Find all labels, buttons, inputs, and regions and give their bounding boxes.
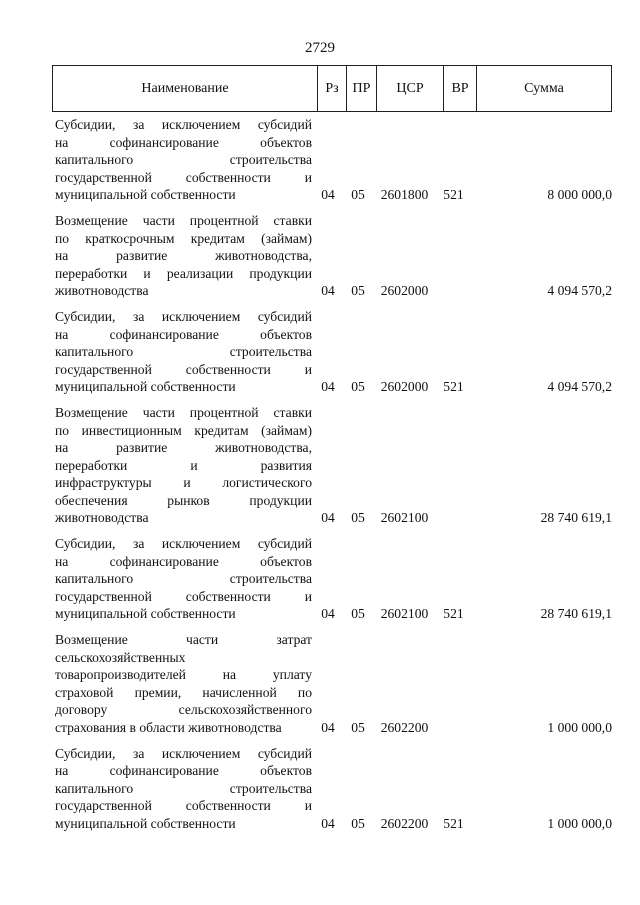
row-name-line: капитального строительства	[55, 152, 312, 168]
row-name-line: на развитие животноводства,	[55, 248, 312, 264]
row-rz: 04	[321, 720, 335, 735]
row-pr: 05	[351, 283, 365, 299]
row-csr: 2602200	[380, 720, 429, 735]
row-name-line: Возмещение части процентной ставки	[55, 212, 312, 228]
table-row	[55, 308, 612, 396]
row-name-line: капитального строительства	[55, 344, 312, 360]
row-name-line: капитального строительства	[55, 571, 312, 587]
row-name-line: государственной собственности и	[55, 798, 312, 814]
table-row	[55, 404, 612, 527]
row-rz: 04	[321, 815, 335, 831]
row-pr: 05	[351, 379, 365, 395]
row-sum: 28 740 619,1	[540, 510, 612, 526]
row-sum: 1 000 000,0	[547, 720, 612, 735]
row-name-line: государственной собственности и	[55, 588, 312, 604]
row-rz: 04	[321, 283, 335, 299]
row-name-line: переработки и развития	[55, 457, 312, 473]
row-csr: 2602000	[380, 379, 429, 395]
row-name-line: на развитие животноводства,	[55, 440, 312, 456]
header-pr: ПР	[346, 66, 376, 111]
row-name	[55, 535, 312, 623]
header-sum: Сумма	[476, 66, 612, 111]
row-name-line: Возмещение части процентной ставки	[55, 404, 312, 420]
row-name-line: муниципальной собственности	[55, 606, 236, 622]
row-name-line: на софинансирование объектов	[55, 326, 312, 342]
row-name-line: по краткосрочным кредитам (займам)	[55, 230, 312, 246]
row-name-line: товаропроизводителей на уплату	[55, 667, 312, 683]
row-name	[55, 308, 312, 396]
row-name-line: государственной собственности и	[55, 361, 312, 377]
row-pr: 05	[351, 720, 365, 735]
row-name-line: государственной собственности и	[55, 169, 312, 185]
row-name-line: Субсидии, за исключением субсидий	[55, 308, 312, 324]
table-row	[55, 631, 612, 737]
row-name	[55, 404, 312, 527]
page-number: 2729	[305, 40, 335, 56]
row-name	[55, 631, 312, 737]
row-name-line: муниципальной собственности	[55, 187, 236, 203]
row-sum: 4 094 570,2	[547, 283, 612, 299]
row-name-line: инфраструктуры и логистического	[55, 475, 312, 491]
row-vr: 521	[443, 606, 464, 622]
row-name-line: договору сельскохозяйственного	[55, 702, 312, 718]
row-name-line: животноводства	[55, 283, 149, 299]
table-row	[55, 116, 612, 204]
row-name-line: обеспечения рынков продукции	[55, 492, 312, 508]
table-header	[52, 65, 612, 112]
row-csr: 2601800	[380, 187, 429, 203]
row-pr: 05	[351, 606, 365, 622]
row-name-line: переработки и реализации продукции	[55, 265, 312, 281]
row-rz: 04	[321, 187, 335, 203]
row-pr: 05	[351, 187, 365, 203]
table-row	[55, 745, 612, 833]
header-name: Наименование	[52, 66, 317, 111]
row-name-line: капитального строительства	[55, 780, 312, 796]
row-pr: 05	[351, 815, 365, 831]
row-name	[55, 745, 312, 833]
row-name-line: на софинансирование объектов	[55, 134, 312, 150]
row-name-line: муниципальной собственности	[55, 379, 236, 395]
row-name-line: на софинансирование объектов	[55, 763, 312, 779]
row-name-line: животноводства	[55, 510, 149, 526]
row-sum: 4 094 570,2	[547, 379, 612, 395]
row-name	[55, 212, 312, 300]
row-csr: 2602100	[380, 510, 429, 526]
row-pr: 05	[351, 510, 365, 526]
row-sum: 8 000 000,0	[547, 187, 612, 203]
row-name-line: Субсидии, за исключением субсидий	[55, 536, 312, 552]
row-csr: 2602100	[380, 606, 429, 622]
row-rz: 04	[321, 510, 335, 526]
row-vr: 521	[443, 379, 464, 395]
row-name-line: Субсидии, за исключением субсидий	[55, 117, 312, 132]
row-name-line: страхования в области животноводства	[55, 720, 282, 735]
row-vr: 521	[443, 187, 464, 203]
row-name-line: Возмещение части затрат	[55, 632, 312, 648]
row-csr: 2602000	[380, 283, 429, 299]
row-name-line: Субсидии, за исключением субсидий	[55, 745, 312, 761]
header-vr: ВР	[443, 66, 476, 111]
row-rz: 04	[321, 606, 335, 622]
table-body	[55, 116, 612, 841]
row-sum: 1 000 000,0	[547, 815, 612, 831]
row-name-line: страховой премии, начисленной по	[55, 684, 312, 700]
row-name-line: на софинансирование объектов	[55, 553, 312, 569]
row-sum: 28 740 619,1	[540, 606, 612, 622]
row-rz: 04	[321, 379, 335, 395]
header-rz: Рз	[317, 66, 346, 111]
row-name-line: сельскохозяйственных	[55, 649, 186, 665]
row-csr: 2602200	[380, 815, 429, 831]
table-row	[55, 535, 612, 623]
table-row	[55, 212, 612, 300]
row-name-line: муниципальной собственности	[55, 815, 236, 831]
row-vr: 521	[443, 815, 464, 831]
row-name	[55, 116, 312, 204]
header-csr: ЦСР	[376, 66, 443, 111]
row-name-line: по инвестиционным кредитам (займам)	[55, 422, 312, 438]
